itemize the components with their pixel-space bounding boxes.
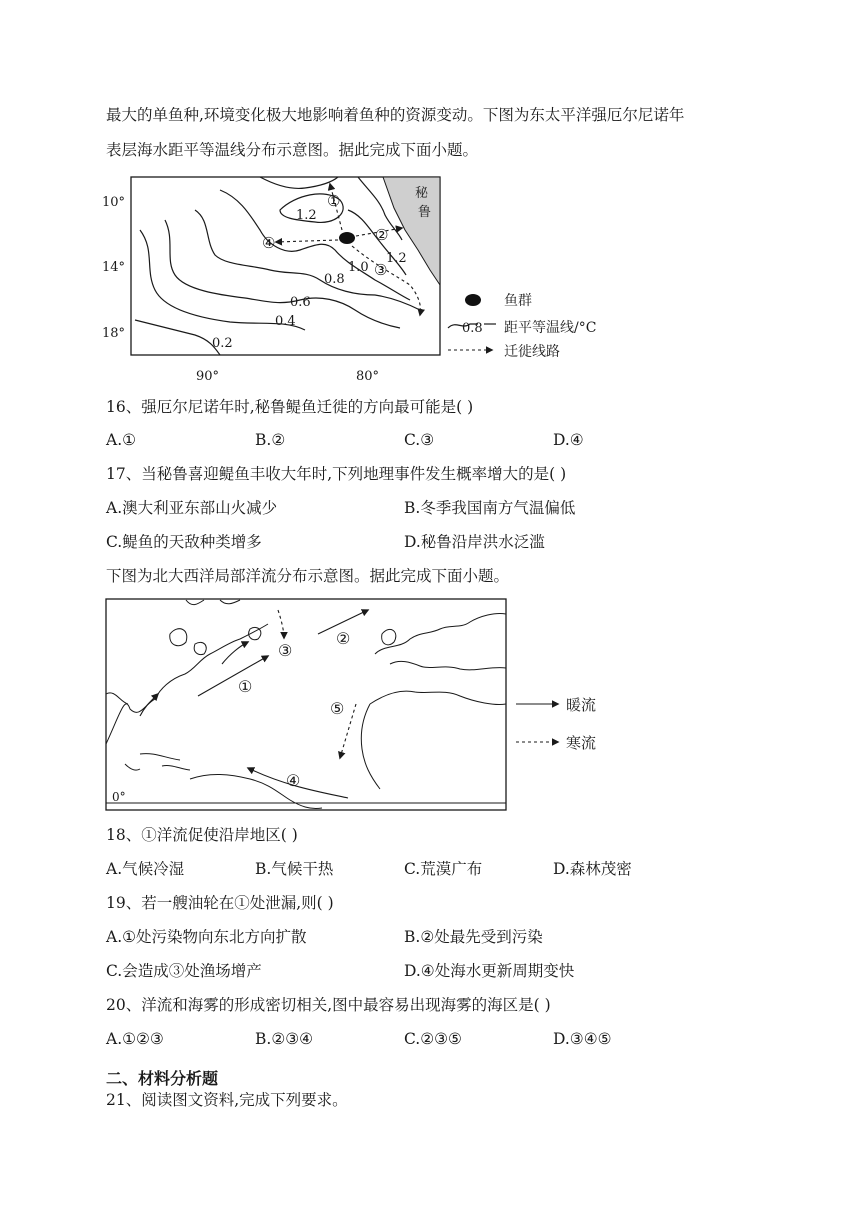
intro-line-1: 最大的单鱼种,环境变化极大地影响着鱼种的资源变动。下图为东太平洋强厄尔尼诺年 <box>106 106 685 124</box>
legend-isotherm-value: 0.8 <box>462 321 483 336</box>
el-nino-isotherm-map <box>100 170 640 385</box>
land-label-2: 鲁 <box>418 205 432 220</box>
legend-cold-label: 寒流 <box>566 734 597 752</box>
intro2-text: 下图为北大西洋局部洋流分布示意图。据此完成下面小题。 <box>106 567 510 585</box>
section-2-heading: 二、材料分析题 <box>106 1069 219 1088</box>
q17-option-d[interactable]: D.秘鲁沿岸洪水泛滥 <box>404 533 545 551</box>
q20-option-d[interactable]: D.③④⑤ <box>553 1030 612 1048</box>
north-atlantic-currents-map <box>100 594 660 816</box>
current-label-3: ③ <box>278 641 293 660</box>
isotherm-label-4: 0.8 <box>324 272 345 287</box>
q18-option-a[interactable]: A.气候冷湿 <box>106 860 185 878</box>
q16-option-b[interactable]: B.② <box>255 431 286 449</box>
route-label-4: ④ <box>262 234 276 252</box>
q18-stem: 18、①洋流促使沿岸地区( ) <box>106 826 298 844</box>
q19-option-b[interactable]: B.②处最先受到污染 <box>404 928 543 946</box>
q19-option-a[interactable]: A.①处污染物向东北方向扩散 <box>106 928 307 946</box>
land-label-1: 秘 <box>415 186 429 201</box>
q16-option-c[interactable]: C.③ <box>404 431 435 449</box>
lon-label-90: 90° <box>196 369 220 384</box>
route-label-3: ③ <box>374 261 388 279</box>
isotherm-label-7: 0.2 <box>212 336 233 351</box>
route-label-2: ② <box>375 226 389 244</box>
isotherm-label-5: 0.6 <box>290 295 311 310</box>
q19-option-c[interactable]: C.会造成③处渔场增产 <box>106 962 262 980</box>
isotherm-label-3: 1.0 <box>348 260 369 275</box>
q20-stem: 20、洋流和海雾的形成密切相关,图中最容易出现海雾的海区是( ) <box>106 996 551 1014</box>
map2-frame <box>106 599 506 810</box>
equator-label: 0° <box>112 790 126 804</box>
q17-stem: 17、当秘鲁喜迎鳀鱼丰收大年时,下列地理事件发生概率增大的是( ) <box>106 465 567 483</box>
route-label-1: ① <box>327 192 341 210</box>
legend-route-label: 迁徙线路 <box>504 344 560 360</box>
current-label-5: ⑤ <box>330 699 345 718</box>
lat-label-10: 10° <box>102 195 126 210</box>
q20-option-b[interactable]: B.②③④ <box>255 1030 314 1048</box>
q19-option-d[interactable]: D.④处海水更新周期变快 <box>404 962 575 980</box>
q18-option-c[interactable]: C.荒漠广布 <box>404 860 483 878</box>
q16-stem: 16、强厄尔尼诺年时,秘鲁鳀鱼迁徙的方向最可能是( ) <box>106 398 474 416</box>
fish-school-marker <box>339 232 355 244</box>
q16-option-a[interactable]: A.① <box>106 431 137 449</box>
lon-label-80: 80° <box>356 369 380 384</box>
isotherm-label-1: 1.2 <box>296 208 317 223</box>
lat-label-14: 14° <box>102 260 126 275</box>
intro-line-2: 表层海水距平等温线分布示意图。据此完成下面小题。 <box>106 141 479 159</box>
legend-isotherm-label: 距平等温线/°C <box>504 320 597 336</box>
legend-fish-icon <box>465 294 481 306</box>
current-label-1: ① <box>238 677 253 696</box>
q21-stem: 21、阅读图文资料,完成下列要求。 <box>106 1091 348 1109</box>
legend-fish-label: 鱼群 <box>504 293 532 309</box>
current-label-2: ② <box>336 629 351 648</box>
current-label-4: ④ <box>286 771 301 790</box>
q17-option-c[interactable]: C.鳀鱼的天敌种类增多 <box>106 533 262 551</box>
legend-warm-label: 暖流 <box>566 696 597 714</box>
isotherm-label-2: 1.2 <box>386 251 407 266</box>
isotherm-label-6: 0.4 <box>275 314 296 329</box>
q18-option-d[interactable]: D.森林茂密 <box>553 860 632 878</box>
q17-option-b[interactable]: B.冬季我国南方气温偏低 <box>404 499 576 517</box>
q17-option-a[interactable]: A.澳大利亚东部山火减少 <box>106 499 278 517</box>
q20-option-c[interactable]: C.②③⑤ <box>404 1030 462 1048</box>
q20-option-a[interactable]: A.①②③ <box>106 1030 164 1048</box>
q19-stem: 19、若一艘油轮在①处泄漏,则( ) <box>106 894 334 912</box>
q16-option-d[interactable]: D.④ <box>553 431 584 449</box>
lat-label-18: 18° <box>102 326 126 341</box>
q18-option-b[interactable]: B.气候干热 <box>255 860 334 878</box>
